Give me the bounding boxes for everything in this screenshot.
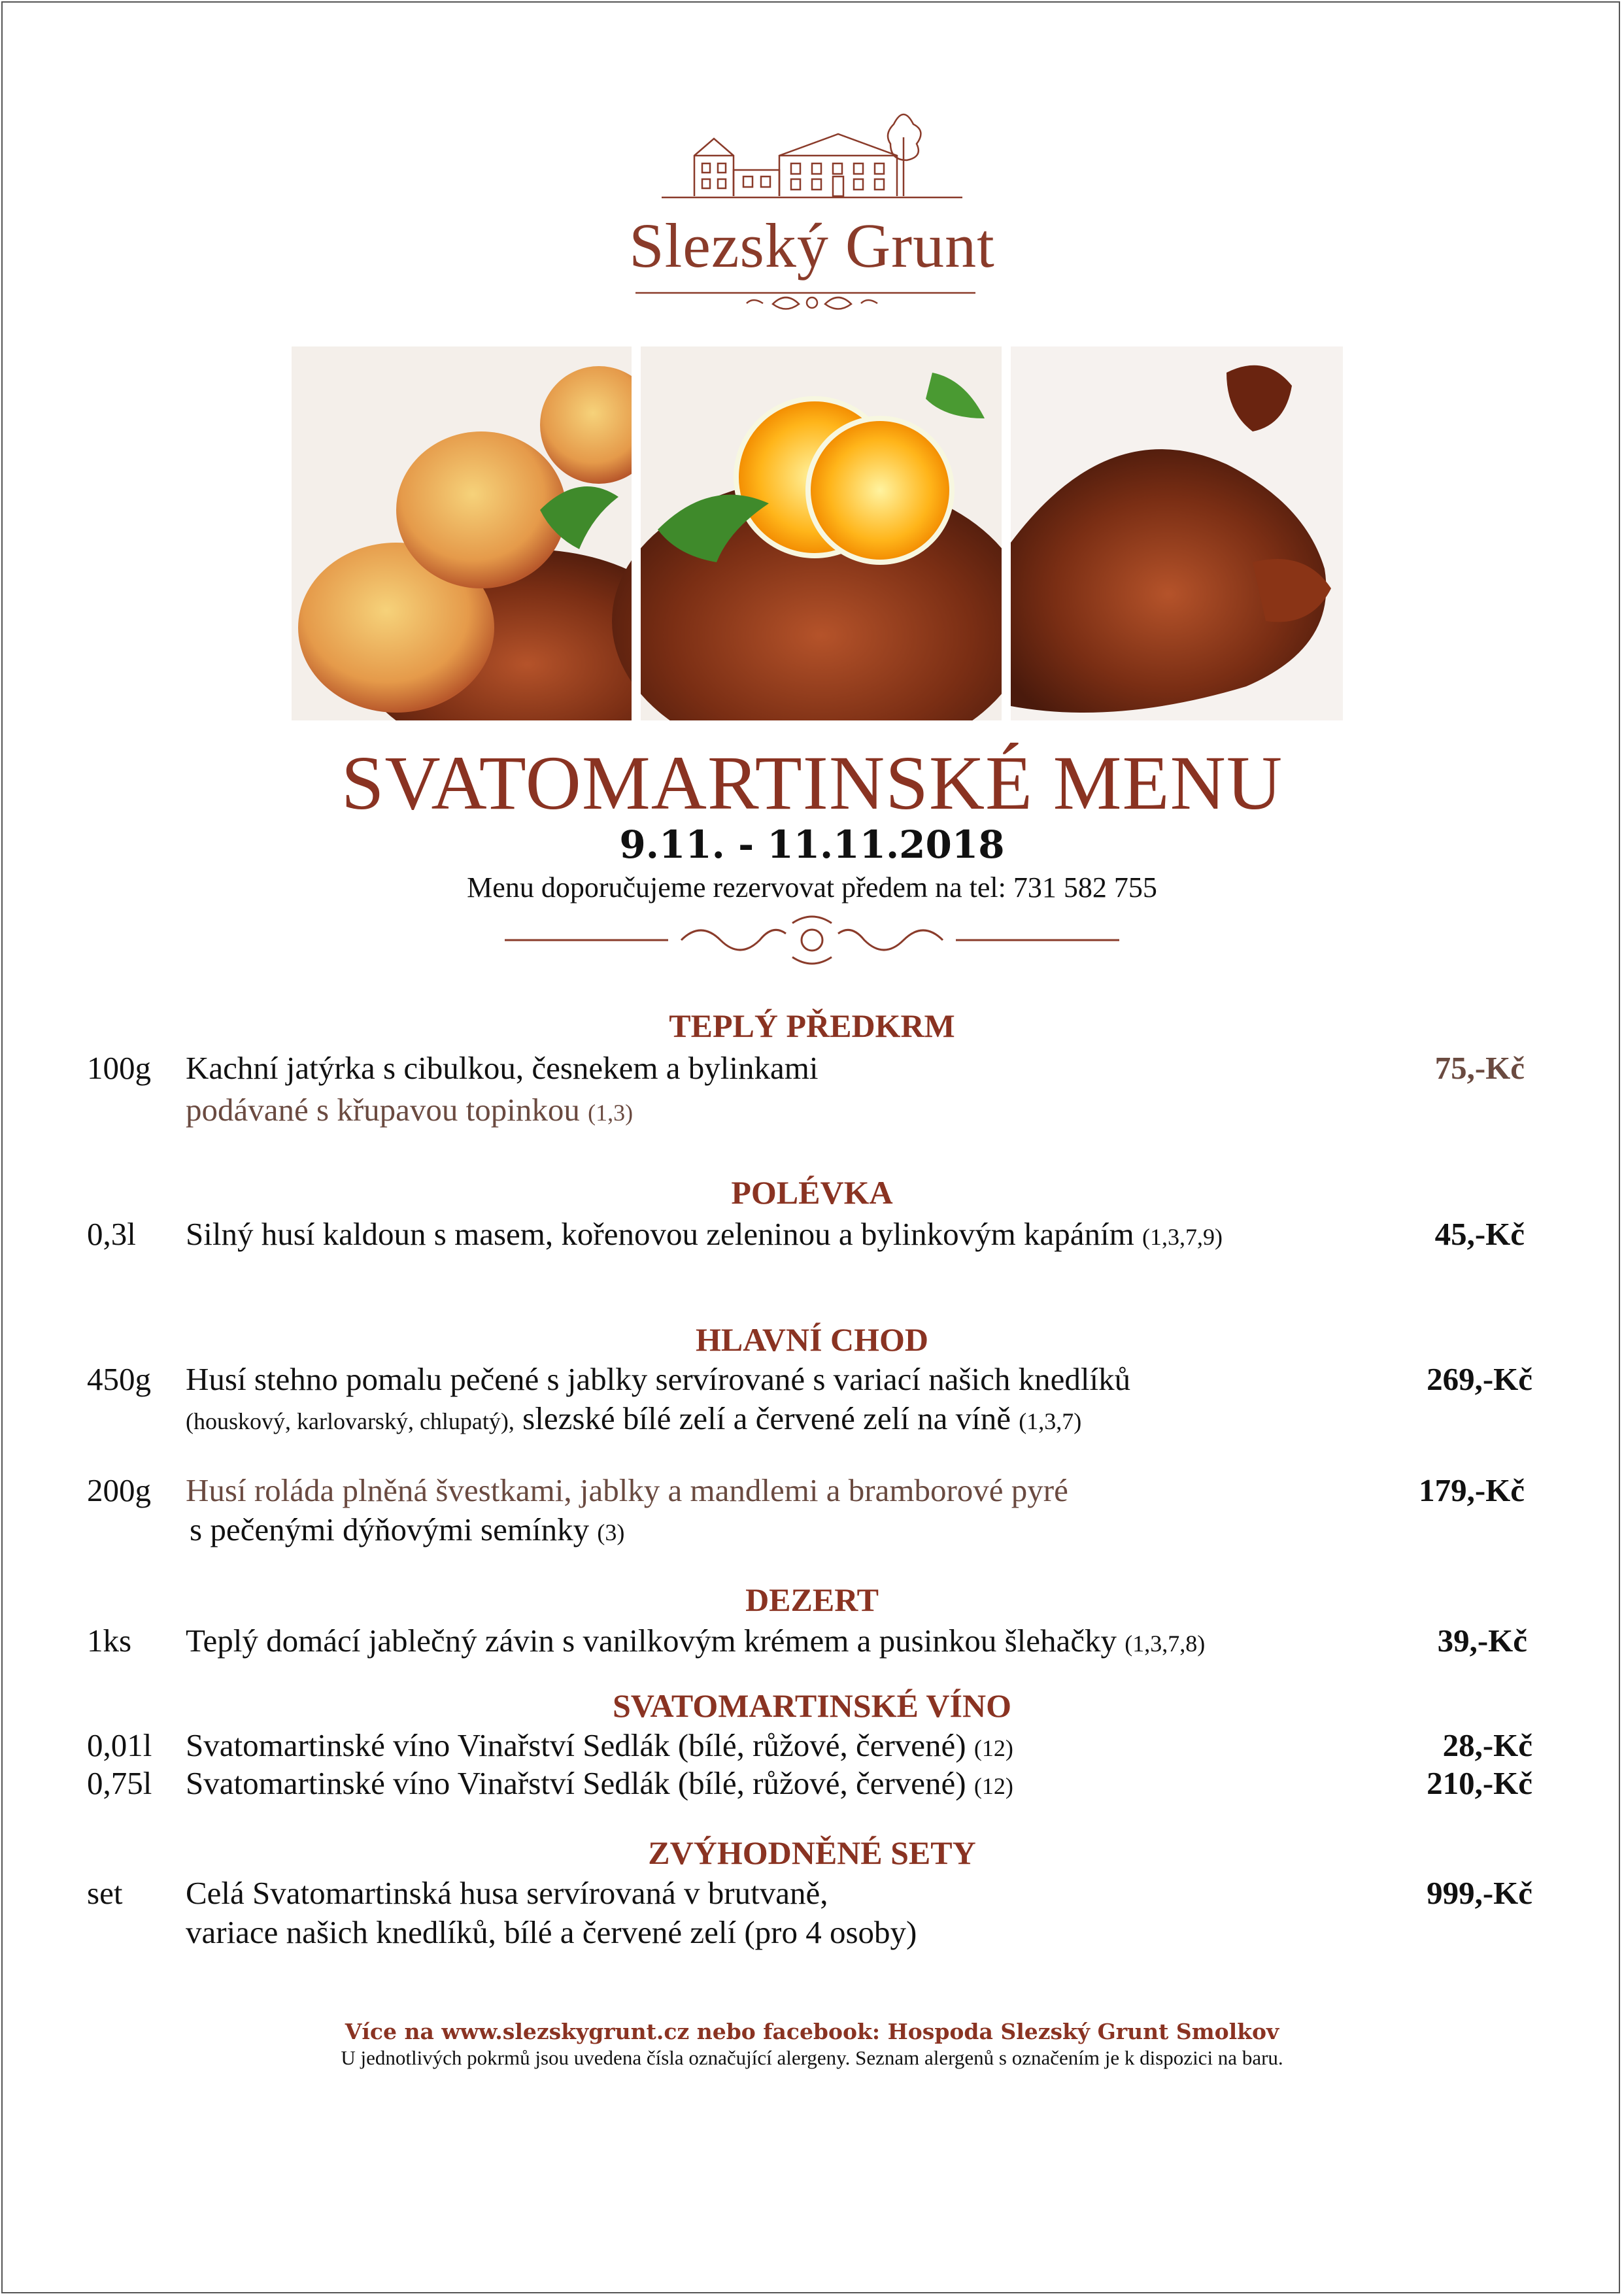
- dessert-qty: 1ks: [87, 1623, 132, 1659]
- main2-qty: 200g: [87, 1472, 151, 1508]
- section-title-dessert: DEZERT: [745, 1581, 879, 1618]
- section-title-wine: SVATOMARTINSKÉ VÍNO: [613, 1687, 1011, 1724]
- main2-line1: Husí roláda plněná švestkami, jablky a mandlemi a bramborové pyré: [186, 1472, 1068, 1508]
- dessert-allergens: (1,3,7,8): [1125, 1630, 1206, 1657]
- soup-allergens: (1,3,7,9): [1142, 1224, 1223, 1250]
- starter-line2: [186, 1090, 633, 1132]
- main1-line2-text: slezské bílé zelí a červené zelí na víně: [522, 1400, 1011, 1436]
- main2-line2-text: s pečenými dýňovými semínky: [190, 1511, 590, 1547]
- wine1-line1-text: Svatomartinské víno Vinařství Sedlák (bílé, růžové, červené): [186, 1727, 966, 1763]
- wine2-qty: 0,75l: [87, 1765, 152, 1801]
- soup-qty: 0,3l: [87, 1216, 136, 1252]
- sets-line2: variace našich knedlíků, bílé a červené zelí (pro 4 osoby): [186, 1914, 917, 1950]
- reservation-note: Menu doporučujeme rezervovat předem na tel: 731 582 755: [467, 871, 1157, 903]
- main1-line1: Husí stehno pomalu pečené s jablky servírované s variací našich knedlíků: [186, 1361, 1131, 1397]
- photo-panel-orange-duck: [612, 346, 1030, 720]
- main2-price: 179,-Kč: [1419, 1472, 1525, 1508]
- house-illustration-icon: [616, 98, 1008, 209]
- section-title-soup: POLÉVKA: [731, 1174, 893, 1211]
- starter-qty: 100g: [87, 1050, 151, 1086]
- sets-line1: Celá Svatomartinská husa servírovaná v brutvaně,: [186, 1875, 828, 1911]
- dessert-line1: [186, 1621, 1205, 1663]
- section-title-main: HLAVNÍ CHOD: [695, 1321, 929, 1358]
- sets-qty: set: [87, 1875, 123, 1911]
- main1-qty: 450g: [87, 1361, 151, 1397]
- menu-dates: 9.11. - 11.11.2018: [619, 822, 1005, 867]
- main1-price: 269,-Kč: [1427, 1361, 1532, 1397]
- dessert-price: 39,-Kč: [1437, 1623, 1527, 1659]
- section-title-starter: TEPLÝ PŘEDKRM: [669, 1007, 955, 1044]
- dessert-line1-text: Teplý domácí jablečný závin s vanilkovým krémem a pusinkou šlehačky: [186, 1623, 1117, 1659]
- soup-price: 45,-Kč: [1434, 1216, 1525, 1252]
- logo: [616, 98, 1008, 314]
- wine1-allergens: (12): [973, 1735, 1013, 1761]
- wine2-price: 210,-Kč: [1427, 1765, 1532, 1801]
- ornament-icon: [616, 281, 1008, 314]
- menu-title: SVATOMARTINSKÉ MENU: [341, 740, 1283, 826]
- starter-price: 75,-Kč: [1434, 1050, 1525, 1086]
- starter-allergens: (1,3): [588, 1100, 634, 1126]
- main1-dumpling-types: (houskový, karlovarský, chlupatý),: [186, 1408, 515, 1434]
- footer-allergen-note: U jednotlivých pokrmů jsou uvedena čísla označující alergeny. Seznam alergenů s označením je k dispozici na baru.: [341, 2046, 1283, 2069]
- wine1-price: 28,-Kč: [1442, 1727, 1532, 1763]
- section-title-sets: ZVÝHODNĚNÉ SETY: [648, 1834, 976, 1871]
- hero-photo-triptych: [292, 346, 1343, 720]
- wine1-line1: [186, 1726, 1013, 1768]
- wine2-line1: [186, 1764, 1013, 1806]
- footer-links: Více na www.slezskygrunt.cz nebo facebook: Hospoda Slezský Grunt Smolkov: [345, 2019, 1279, 2044]
- wine2-allergens: (12): [973, 1773, 1013, 1799]
- starter-line2-text: podávané s křupavou topinkou: [186, 1092, 580, 1128]
- title-ornament-icon: [505, 910, 1119, 969]
- soup-line1-text: Silný husí kaldoun s masem, kořenovou zeleninou a bylinkovým kapáním: [186, 1216, 1134, 1252]
- main1-line2: [186, 1399, 1081, 1441]
- brand-name: Slezský Grunt: [629, 211, 995, 280]
- main2-line2: [190, 1510, 624, 1552]
- main1-allergens: (1,3,7): [1019, 1408, 1082, 1434]
- soup-line1: [186, 1215, 1223, 1257]
- starter-line1: Kachní jatýrka s cibulkou, česnekem a bylinkami: [186, 1050, 819, 1086]
- main2-allergens: (3): [597, 1519, 625, 1545]
- wine2-line1-text: Svatomartinské víno Vinařství Sedlák (bílé, růžové, červené): [186, 1765, 966, 1801]
- photo-panel-roast-duck: [1011, 346, 1343, 720]
- wine1-qty: 0,01l: [87, 1727, 152, 1763]
- sets-price: 999,-Kč: [1427, 1875, 1532, 1911]
